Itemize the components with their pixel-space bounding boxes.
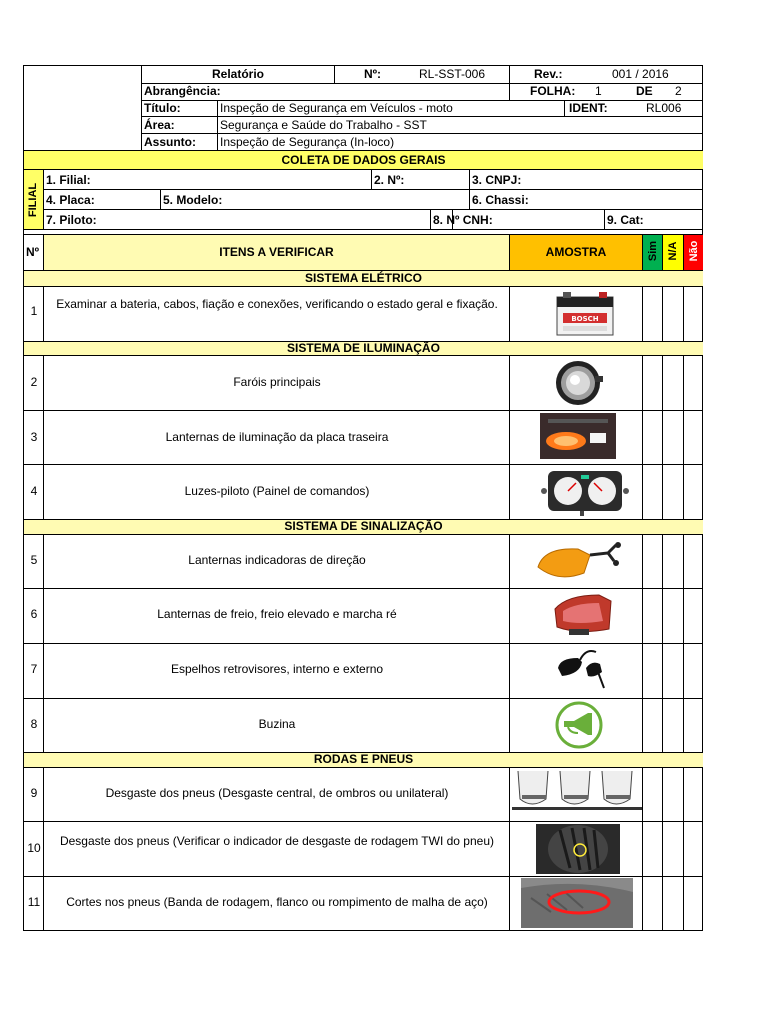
nao-header: Não [688, 240, 700, 262]
itens-header: ITENS A VERIFICAR [219, 245, 334, 259]
rev-label: Rev.: [534, 67, 563, 81]
plate-light-icon [540, 413, 616, 459]
item-text: Buzina [258, 717, 296, 731]
assunto-value: Inspeção de Segurança (In-loco) [220, 135, 395, 149]
item-2-na[interactable] [663, 356, 683, 410]
titulo-label: Título: [144, 101, 181, 115]
item-text: Faróis principais [233, 375, 321, 389]
rev-value: 001 / 2016 [612, 67, 669, 81]
item-number: 2 [30, 375, 38, 389]
area-label: Área: [144, 118, 175, 132]
section-iluminacao-title: SISTEMA DE ILUMINAÇÃO [287, 341, 440, 355]
folha-value: 1 [595, 84, 602, 98]
tire-wear-icon [512, 769, 642, 819]
item-11-nao[interactable] [684, 877, 703, 930]
item-8-nao[interactable] [684, 699, 703, 752]
item-1-nao[interactable] [684, 287, 703, 341]
item-number: 8 [30, 717, 38, 731]
section-eletrico-title: SISTEMA ELÉTRICO [305, 271, 422, 285]
mirror-icon [552, 646, 608, 694]
item-7-nao[interactable] [684, 644, 703, 698]
area-value: Segurança e Saúde do Trabalho - SST [220, 118, 427, 132]
relatorio-label: Relatório [211, 67, 264, 81]
filial-side-label: FILIAL [27, 182, 39, 218]
headlight-icon [551, 358, 605, 408]
item-number: 5 [30, 553, 38, 567]
abrangencia-label: Abrangência: [144, 84, 221, 98]
item-text: Lanternas de iluminação da placa traseira [165, 430, 389, 444]
dashboard-icon [540, 467, 630, 517]
tire-cut-icon [521, 878, 633, 928]
item-number: 10 [27, 841, 41, 855]
item-9-nao[interactable] [684, 768, 703, 821]
item-text: Cortes nos pneus (Banda de rodagem, flanco ou rompimento de malha de aço) [66, 895, 488, 909]
item-5-sim[interactable] [643, 535, 662, 588]
item-7-na[interactable] [663, 644, 683, 698]
filial-field[interactable]: 1. Filial: [46, 173, 91, 187]
item-text: Desgaste dos pneus (Verificar o indicador de desgaste de rodagem TWI do pneu) [59, 834, 495, 848]
num-header: Nº [26, 245, 40, 259]
item-text: Lanternas de freio, freio elevado e marcha ré [157, 607, 397, 621]
item-6-nao[interactable] [684, 589, 703, 643]
sim-header: Sim [647, 240, 659, 262]
ident-value: RL006 [646, 101, 682, 115]
cnh-field[interactable]: 8. Nº CNH: [433, 213, 493, 227]
item-3-na[interactable] [663, 411, 683, 464]
item-7-sim[interactable] [643, 644, 662, 698]
item-text: Luzes-piloto (Painel de comandos) [184, 484, 370, 498]
logo-area [24, 66, 141, 150]
item-text: Desgaste dos pneus (Desgaste central, de ombros ou unilateral) [105, 786, 449, 800]
folha-label: FOLHA: [530, 84, 576, 98]
item-9-na[interactable] [663, 768, 683, 821]
item-3-sim[interactable] [643, 411, 662, 464]
ident-label: IDENT: [569, 101, 608, 115]
cat-field[interactable]: 9. Cat: [607, 213, 644, 227]
item-10-sim[interactable] [643, 822, 662, 876]
item-number: 7 [30, 662, 38, 676]
item-text: Examinar a bateria, cabos, fiação e conexões, verificando o estado geral e fixação. [56, 297, 498, 311]
placa-field[interactable]: 4. Placa: [46, 193, 95, 207]
item-4-na[interactable] [663, 465, 683, 519]
battery-icon [553, 289, 617, 337]
numero-value: RL-SST-006 [419, 67, 486, 81]
item-text: Espelhos retrovisores, interno e externo [170, 662, 384, 676]
item-8-na[interactable] [663, 699, 683, 752]
item-number: 1 [30, 304, 38, 318]
numero-label: Nº: [364, 67, 382, 81]
item-5-nao[interactable] [684, 535, 703, 588]
de-label: DE [636, 84, 653, 98]
titulo-value: Inspeção de Segurança em Veículos - moto [220, 101, 453, 115]
item-4-sim[interactable] [643, 465, 662, 519]
item-text: Lanternas indicadoras de direção [188, 553, 366, 567]
item-number: 9 [30, 786, 38, 800]
item-9-sim[interactable] [643, 768, 662, 821]
item-2-sim[interactable] [643, 356, 662, 410]
coleta-title: COLETA DE DADOS GERAIS [281, 153, 446, 167]
item-5-na[interactable] [663, 535, 683, 588]
item-4-nao[interactable] [684, 465, 703, 519]
item-11-na[interactable] [663, 877, 683, 930]
section-rodas-title: RODAS E PNEUS [313, 752, 414, 766]
numero-field[interactable]: 2. Nº: [374, 173, 405, 187]
section-sinalizacao-title: SISTEMA DE SINALIZAÇÃO [284, 519, 443, 533]
piloto-field[interactable]: 7. Piloto: [46, 213, 97, 227]
na-header: N/A [667, 241, 679, 261]
item-number: 4 [30, 484, 38, 498]
item-3-nao[interactable] [684, 411, 703, 464]
inspection-form [23, 65, 703, 931]
turn-signal-icon [534, 539, 630, 583]
item-1-na[interactable] [663, 287, 683, 341]
item-number: 3 [30, 430, 38, 444]
horn-icon [552, 701, 606, 749]
modelo-field[interactable]: 5. Modelo: [163, 193, 223, 207]
amostra-header: AMOSTRA [545, 245, 607, 259]
battery-brand-text: BOSCH [571, 315, 599, 323]
item-11-sim[interactable] [643, 877, 662, 930]
item-10-nao[interactable] [684, 822, 703, 876]
de-value: 2 [675, 84, 682, 98]
cnpj-field[interactable]: 3. CNPJ: [472, 173, 522, 187]
item-8-sim[interactable] [643, 699, 662, 752]
item-10-na[interactable] [663, 822, 683, 876]
item-number: 11 [27, 895, 41, 909]
item-6-sim[interactable] [643, 589, 662, 643]
item-number: 6 [30, 607, 38, 621]
brake-light-icon [549, 591, 619, 641]
assunto-label: Assunto: [144, 135, 196, 149]
chassi-field[interactable]: 6. Chassi: [472, 193, 529, 207]
tire-twi-icon [536, 824, 620, 874]
item-6-na[interactable] [663, 589, 683, 643]
item-2-nao[interactable] [684, 356, 703, 410]
item-1-sim[interactable] [643, 287, 662, 341]
